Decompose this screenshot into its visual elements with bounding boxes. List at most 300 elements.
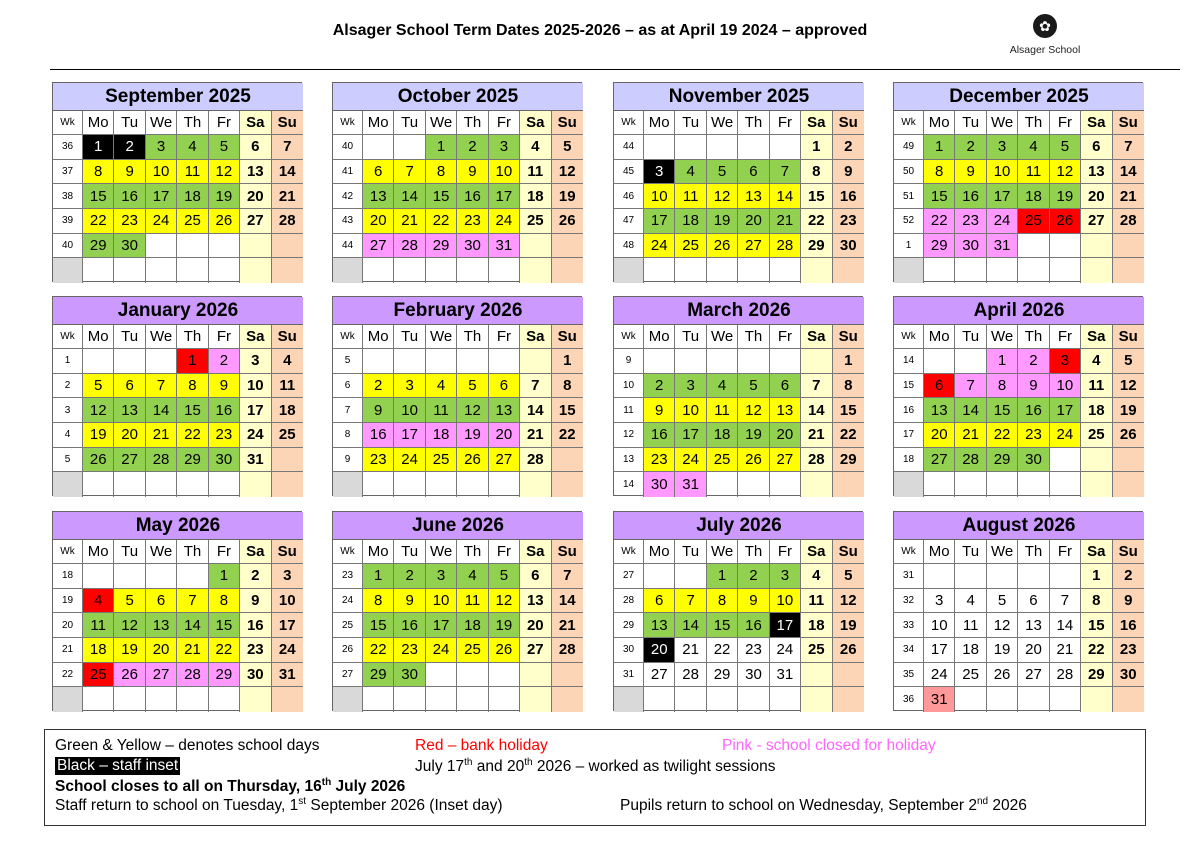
- day-cell: 9: [833, 160, 864, 185]
- day-cell: [394, 349, 425, 374]
- week-number: 24: [333, 589, 363, 614]
- day-cell: 28: [394, 234, 425, 259]
- day-cell: 15: [426, 184, 457, 209]
- day-header: Sa: [801, 325, 832, 349]
- day-cell: [240, 472, 271, 497]
- day-cell: 4: [83, 589, 114, 614]
- day-cell: [1018, 472, 1049, 497]
- day-cell: 1: [1081, 564, 1112, 589]
- day-cell: 28: [801, 448, 832, 473]
- day-cell: [770, 349, 801, 374]
- day-header: Th: [457, 325, 488, 349]
- day-cell: 31: [240, 448, 271, 473]
- week-number: 30: [614, 638, 644, 663]
- day-cell: 16: [394, 613, 425, 638]
- month-calendar: [893, 296, 1143, 496]
- day-cell: 22: [177, 423, 208, 448]
- day-cell: 15: [707, 613, 738, 638]
- day-cell: [363, 135, 394, 160]
- day-header: Tu: [394, 111, 425, 135]
- day-cell: 23: [394, 638, 425, 663]
- day-cell: [209, 687, 240, 712]
- day-cell: 20: [644, 638, 675, 663]
- day-cell: 12: [707, 184, 738, 209]
- day-cell: [489, 687, 520, 712]
- month-calendar: [52, 511, 302, 711]
- day-cell: 18: [1081, 398, 1112, 423]
- day-cell: [520, 663, 551, 688]
- day-cell: [489, 472, 520, 497]
- day-cell: [987, 564, 1018, 589]
- week-number: 12: [614, 423, 644, 448]
- day-cell: [114, 349, 145, 374]
- day-cell: 27: [1018, 663, 1049, 688]
- week-number: 48: [614, 234, 644, 259]
- day-header: Sa: [520, 540, 551, 564]
- day-cell: 13: [240, 160, 271, 185]
- day-cell: [363, 349, 394, 374]
- day-cell: [552, 687, 583, 712]
- day-cell: [1050, 258, 1081, 283]
- day-cell: 13: [924, 398, 955, 423]
- day-cell: [1018, 234, 1049, 259]
- day-cell: 22: [833, 423, 864, 448]
- day-cell: 21: [955, 423, 986, 448]
- month-calendar: [332, 511, 582, 711]
- day-cell: 14: [1050, 613, 1081, 638]
- day-header: Tu: [675, 111, 706, 135]
- day-header: Fr: [1050, 540, 1081, 564]
- day-cell: 8: [83, 160, 114, 185]
- day-cell: 5: [552, 135, 583, 160]
- day-cell: 25: [675, 234, 706, 259]
- day-cell: 6: [770, 374, 801, 399]
- day-cell: 2: [1018, 349, 1049, 374]
- day-cell: 3: [924, 589, 955, 614]
- day-cell: 25: [707, 448, 738, 473]
- legend-staff-inset: Black – staff inset: [57, 757, 179, 774]
- day-cell: 29: [987, 448, 1018, 473]
- day-cell: 28: [552, 638, 583, 663]
- day-cell: 10: [146, 160, 177, 185]
- day-cell: [426, 663, 457, 688]
- day-cell: 19: [83, 423, 114, 448]
- day-header: Mo: [924, 111, 955, 135]
- day-cell: 7: [955, 374, 986, 399]
- day-cell: 8: [987, 374, 1018, 399]
- day-cell: 9: [955, 160, 986, 185]
- day-cell: 29: [209, 663, 240, 688]
- day-cell: [955, 472, 986, 497]
- day-cell: [924, 258, 955, 283]
- day-cell: 25: [457, 638, 488, 663]
- day-cell: [644, 564, 675, 589]
- day-cell: [770, 472, 801, 497]
- day-cell: [1081, 258, 1112, 283]
- day-cell: 14: [552, 589, 583, 614]
- day-cell: 31: [272, 663, 303, 688]
- day-cell: 21: [394, 209, 425, 234]
- day-header: Fr: [1050, 111, 1081, 135]
- day-cell: [520, 258, 551, 283]
- day-header: Tu: [394, 325, 425, 349]
- day-header: Th: [1018, 325, 1049, 349]
- day-cell: 28: [675, 663, 706, 688]
- day-header: We: [426, 111, 457, 135]
- day-cell: 16: [114, 184, 145, 209]
- day-cell: 25: [955, 663, 986, 688]
- day-cell: 28: [177, 663, 208, 688]
- day-cell: [1018, 258, 1049, 283]
- day-cell: 3: [1050, 349, 1081, 374]
- month-title: April 2026: [894, 297, 1144, 325]
- day-header: Th: [177, 111, 208, 135]
- day-cell: 25: [801, 638, 832, 663]
- day-cell: 5: [738, 374, 769, 399]
- day-header: Mo: [924, 325, 955, 349]
- day-cell: 6: [738, 160, 769, 185]
- day-cell: 8: [426, 160, 457, 185]
- day-cell: 9: [394, 589, 425, 614]
- day-cell: 18: [707, 423, 738, 448]
- day-cell: [1081, 234, 1112, 259]
- day-cell: 4: [520, 135, 551, 160]
- day-cell: 23: [240, 638, 271, 663]
- day-cell: [770, 687, 801, 712]
- day-cell: 3: [675, 374, 706, 399]
- day-header: Fr: [489, 540, 520, 564]
- day-cell: 16: [644, 423, 675, 448]
- day-cell: 15: [363, 613, 394, 638]
- day-cell: 10: [770, 589, 801, 614]
- day-cell: 19: [987, 638, 1018, 663]
- month-calendar: [613, 511, 863, 711]
- month-calendar: [613, 82, 863, 282]
- month-title: July 2026: [614, 512, 864, 540]
- day-cell: 18: [177, 184, 208, 209]
- day-cell: 13: [520, 589, 551, 614]
- day-cell: 20: [489, 423, 520, 448]
- day-cell: [272, 448, 303, 473]
- day-cell: 13: [770, 398, 801, 423]
- day-cell: 7: [675, 589, 706, 614]
- day-cell: 11: [83, 613, 114, 638]
- day-header: Th: [738, 111, 769, 135]
- day-cell: 8: [924, 160, 955, 185]
- day-cell: 14: [177, 613, 208, 638]
- day-cell: 10: [240, 374, 271, 399]
- day-header: Mo: [363, 540, 394, 564]
- day-cell: 25: [1081, 423, 1112, 448]
- day-header: Fr: [489, 325, 520, 349]
- day-header: Mo: [83, 111, 114, 135]
- day-header: Sa: [520, 325, 551, 349]
- day-cell: [272, 258, 303, 283]
- day-cell: [1113, 687, 1144, 712]
- day-cell: 15: [177, 398, 208, 423]
- day-header: Su: [833, 111, 864, 135]
- day-cell: 17: [394, 423, 425, 448]
- day-cell: 26: [987, 663, 1018, 688]
- week-number: 39: [53, 209, 83, 234]
- day-header: Mo: [924, 540, 955, 564]
- day-cell: [520, 349, 551, 374]
- day-cell: 4: [675, 160, 706, 185]
- day-cell: 18: [426, 423, 457, 448]
- week-number: 36: [894, 687, 924, 712]
- day-cell: 3: [272, 564, 303, 589]
- pupils-return-text-1: Pupils return to school on Wednesday, September 2: [620, 797, 977, 815]
- day-cell: 29: [1081, 663, 1112, 688]
- day-cell: 30: [738, 663, 769, 688]
- day-cell: 3: [770, 564, 801, 589]
- day-cell: [955, 687, 986, 712]
- day-cell: [394, 135, 425, 160]
- day-cell: 21: [675, 638, 706, 663]
- day-cell: 16: [240, 613, 271, 638]
- day-cell: 12: [1113, 374, 1144, 399]
- week-column-header: Wk: [333, 111, 363, 135]
- week-column-header: Wk: [333, 540, 363, 564]
- day-cell: 29: [426, 234, 457, 259]
- day-cell: [833, 472, 864, 497]
- month-title: September 2025: [53, 83, 303, 111]
- day-cell: 14: [146, 398, 177, 423]
- week-number: 36: [53, 135, 83, 160]
- day-cell: [552, 448, 583, 473]
- day-cell: [1050, 472, 1081, 497]
- day-cell: 24: [489, 209, 520, 234]
- week-number: 20: [53, 613, 83, 638]
- day-cell: 9: [209, 374, 240, 399]
- day-cell: [177, 564, 208, 589]
- day-cell: [675, 349, 706, 374]
- day-cell: 18: [955, 638, 986, 663]
- day-cell: 27: [770, 448, 801, 473]
- day-cell: 1: [426, 135, 457, 160]
- day-header: Su: [272, 325, 303, 349]
- day-cell: 14: [955, 398, 986, 423]
- day-header: We: [426, 325, 457, 349]
- day-cell: 14: [770, 184, 801, 209]
- week-number: 4: [53, 423, 83, 448]
- week-number: 17: [894, 423, 924, 448]
- day-cell: [240, 687, 271, 712]
- day-cell: 5: [1113, 349, 1144, 374]
- day-cell: 23: [1018, 423, 1049, 448]
- day-cell: 17: [240, 398, 271, 423]
- day-cell: 30: [394, 663, 425, 688]
- day-cell: 26: [114, 663, 145, 688]
- staff-return-text-2: September 2026 (Inset day): [306, 797, 503, 815]
- day-cell: 25: [520, 209, 551, 234]
- day-cell: 17: [489, 184, 520, 209]
- day-header: Tu: [675, 540, 706, 564]
- day-header: Fr: [770, 540, 801, 564]
- day-cell: 25: [83, 663, 114, 688]
- day-cell: 2: [114, 135, 145, 160]
- day-cell: 15: [924, 184, 955, 209]
- day-cell: [770, 258, 801, 283]
- day-cell: 1: [363, 564, 394, 589]
- day-cell: 5: [457, 374, 488, 399]
- day-cell: [924, 564, 955, 589]
- day-cell: [394, 472, 425, 497]
- day-cell: [394, 687, 425, 712]
- day-cell: [426, 472, 457, 497]
- week-number: 40: [53, 234, 83, 259]
- day-cell: 15: [83, 184, 114, 209]
- day-cell: 18: [1018, 184, 1049, 209]
- day-header: Th: [177, 325, 208, 349]
- week-number: 51: [894, 184, 924, 209]
- day-cell: [552, 234, 583, 259]
- day-cell: 22: [707, 638, 738, 663]
- day-cell: 28: [770, 234, 801, 259]
- day-cell: 11: [707, 398, 738, 423]
- day-cell: [738, 687, 769, 712]
- day-header: Tu: [675, 325, 706, 349]
- day-cell: 31: [489, 234, 520, 259]
- day-cell: [987, 258, 1018, 283]
- day-cell: 8: [833, 374, 864, 399]
- day-cell: [707, 472, 738, 497]
- day-header: We: [707, 540, 738, 564]
- day-cell: 13: [489, 398, 520, 423]
- day-header: Sa: [1081, 111, 1112, 135]
- week-number: 25: [333, 613, 363, 638]
- week-number: 5: [53, 448, 83, 473]
- day-cell: 30: [955, 234, 986, 259]
- day-cell: 3: [987, 135, 1018, 160]
- day-cell: 23: [114, 209, 145, 234]
- day-cell: 11: [675, 184, 706, 209]
- day-cell: 24: [394, 448, 425, 473]
- week-number: 5: [333, 349, 363, 374]
- day-cell: 11: [457, 589, 488, 614]
- day-cell: 22: [209, 638, 240, 663]
- day-cell: 7: [1113, 135, 1144, 160]
- day-cell: 25: [426, 448, 457, 473]
- month-title: February 2026: [333, 297, 583, 325]
- week-number: 21: [53, 638, 83, 663]
- day-cell: [520, 234, 551, 259]
- month-title: January 2026: [53, 297, 303, 325]
- day-cell: [114, 687, 145, 712]
- week-number: 46: [614, 184, 644, 209]
- day-cell: [707, 258, 738, 283]
- week-number: 14: [894, 349, 924, 374]
- day-cell: 1: [924, 135, 955, 160]
- day-cell: 11: [1018, 160, 1049, 185]
- week-number: 9: [614, 349, 644, 374]
- week-number: 44: [333, 234, 363, 259]
- day-cell: 20: [770, 423, 801, 448]
- day-cell: [489, 258, 520, 283]
- week-number: 27: [614, 564, 644, 589]
- day-cell: 16: [457, 184, 488, 209]
- day-cell: 6: [489, 374, 520, 399]
- day-cell: 24: [770, 638, 801, 663]
- day-cell: 16: [738, 613, 769, 638]
- day-cell: 23: [457, 209, 488, 234]
- legend-staff-return: [55, 796, 503, 815]
- day-cell: 28: [955, 448, 986, 473]
- week-number: 49: [894, 135, 924, 160]
- week-number: 19: [53, 589, 83, 614]
- day-cell: 19: [552, 184, 583, 209]
- day-header: Th: [177, 540, 208, 564]
- week-column-header: Wk: [894, 111, 924, 135]
- day-cell: 13: [738, 184, 769, 209]
- month-calendar: [332, 296, 582, 496]
- day-cell: 18: [675, 209, 706, 234]
- day-header: Mo: [644, 111, 675, 135]
- day-cell: 23: [738, 638, 769, 663]
- day-cell: 11: [955, 613, 986, 638]
- day-cell: 3: [644, 160, 675, 185]
- day-header: Tu: [955, 325, 986, 349]
- day-cell: [363, 258, 394, 283]
- day-cell: 14: [394, 184, 425, 209]
- day-cell: 21: [552, 613, 583, 638]
- day-cell: 6: [924, 374, 955, 399]
- day-cell: 4: [707, 374, 738, 399]
- day-cell: 11: [520, 160, 551, 185]
- day-cell: [457, 472, 488, 497]
- twilight-text-2: and 20: [472, 758, 525, 776]
- day-cell: 16: [209, 398, 240, 423]
- day-cell: 16: [1113, 613, 1144, 638]
- day-header: We: [707, 111, 738, 135]
- day-cell: [426, 258, 457, 283]
- day-header: Sa: [240, 325, 271, 349]
- pupils-return-text-2: 2026: [988, 797, 1027, 815]
- day-cell: 30: [1113, 663, 1144, 688]
- day-cell: 6: [114, 374, 145, 399]
- day-cell: [240, 258, 271, 283]
- day-cell: [209, 234, 240, 259]
- day-cell: 24: [1050, 423, 1081, 448]
- day-cell: 8: [1081, 589, 1112, 614]
- day-cell: 12: [1050, 160, 1081, 185]
- day-cell: 12: [83, 398, 114, 423]
- day-cell: 19: [1050, 184, 1081, 209]
- day-cell: 4: [1018, 135, 1049, 160]
- day-cell: [209, 472, 240, 497]
- day-cell: 20: [1018, 638, 1049, 663]
- day-cell: 20: [240, 184, 271, 209]
- day-cell: 6: [240, 135, 271, 160]
- week-number: [333, 687, 363, 712]
- week-number: 16: [894, 398, 924, 423]
- day-cell: 17: [924, 638, 955, 663]
- day-cell: 22: [924, 209, 955, 234]
- day-cell: 8: [801, 160, 832, 185]
- day-header: Sa: [520, 111, 551, 135]
- week-number: 31: [614, 663, 644, 688]
- day-header: Th: [738, 325, 769, 349]
- day-cell: [738, 349, 769, 374]
- day-cell: 21: [177, 638, 208, 663]
- day-cell: 20: [924, 423, 955, 448]
- day-cell: [801, 663, 832, 688]
- day-cell: 14: [801, 398, 832, 423]
- day-cell: 9: [240, 589, 271, 614]
- day-cell: 1: [83, 135, 114, 160]
- day-header: Su: [833, 325, 864, 349]
- day-cell: 15: [987, 398, 1018, 423]
